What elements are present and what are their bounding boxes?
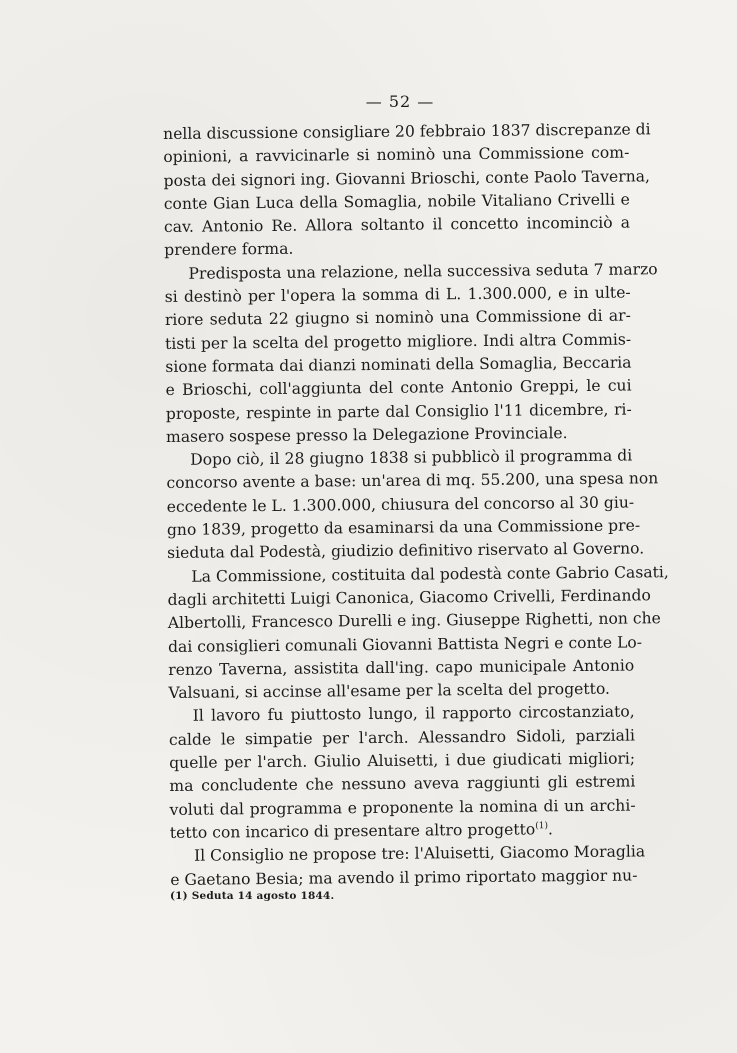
- text-line: dai consiglieri comunali Giovanni Battista Negri e conte Lo-: [167, 632, 643, 656]
- text-line: Il lavoro fu piuttosto lungo, il rapporto circostanziato,: [192, 702, 635, 726]
- text-line: renzo Taverna, assistita dall'ing. capo municipale Antonio: [168, 656, 635, 679]
- text-line: voluti dal programma e proponente la nomina di un archi-: [169, 796, 636, 819]
- text-line: gno 1839, progetto da esaminarsi da una Commissione pre-: [166, 516, 641, 540]
- text-line: e Gaetano Besia; ma avendo il primo riportato maggior nu-: [170, 865, 638, 889]
- text-line: riore seduta 22 giugno si nominò una Commissione di ar-: [164, 306, 631, 330]
- footnote: (1) Seduta 14 agosto 1844.: [170, 890, 335, 902]
- text-line: posta dei signori ing. Giovanni Brioschi, conte Paolo Taverna,: [163, 166, 651, 190]
- body-text: [163, 119, 669, 892]
- paragraph: [167, 561, 669, 705]
- paragraph: [169, 701, 636, 845]
- text-line: masero sospese presso la Delegazione Provinciale.: [165, 423, 568, 446]
- footnote-reference: (1): [535, 821, 549, 832]
- text-line: ma concludente che nessuno aveva raggiunti gli estremi: [169, 772, 636, 796]
- text-line: conte Gian Luca della Somaglia, nobile Vitaliano Crivelli e: [163, 190, 630, 213]
- text-fragment: tetto con incarico di presentare altro progetto: [169, 820, 536, 842]
- paragraph: [164, 258, 658, 449]
- text-line: Predisposta una relazione, nella successiva seduta 7 marzo: [188, 260, 658, 283]
- text-line: Il Consiglio ne propose tre: l'Aluisetti, Giacomo Moraglia: [193, 842, 646, 865]
- paragraph: [163, 119, 651, 263]
- text-line: nella discussione consigliare 20 febbraio 1837 discrepanze di: [163, 120, 651, 143]
- text-line: cav. Antonio Re. Allora soltanto il concetto incominciò a: [163, 213, 631, 237]
- text-line: quelle per l'arch. Giulio Aluisetti, i due giudicati migliori;: [169, 749, 636, 772]
- text-line: Valsuani, si accinse all'esame per la scelta del progetto.: [168, 679, 611, 703]
- paragraph: [166, 445, 659, 566]
- text-line: dagli architetti Luigi Canonica, Giacomo Crivelli, Ferdinando: [167, 586, 651, 609]
- text-line: prendere forma.: [164, 240, 294, 260]
- paragraph: [170, 841, 646, 892]
- text-line: tisti per la scelta del progetto migliore. Indi altra Commis-: [165, 330, 632, 353]
- text-line: opinioni, a ravvicinarle si nominò una Commissione com-: [163, 143, 630, 167]
- text-line: sione formata dai dianzi nominati della Somaglia, Beccaria: [165, 353, 632, 376]
- text-line: eccedente le L. 1.300.000, chiusura del concorso al 30 giu-: [166, 493, 635, 516]
- text-line: si destinò per l'opera la somma di L. 1.300.000, e in ulte-: [164, 283, 631, 307]
- text-line: sieduta dal Podestà, giudizio definitivo riservato al Governo.: [167, 539, 645, 563]
- text-line: La Commissione, costituita dal podestà conte Gabrio Casati,: [191, 562, 669, 586]
- text-line: calde le simpatie per l'arch. Alessandro Sidoli, parziali: [168, 726, 635, 749]
- text-line: Dopo ciò, il 28 giugno 1838 si pubblicò il programma di: [190, 446, 633, 469]
- text-line: e Brioschi, coll'aggiunta del conte Antonio Greppi, le cui: [165, 376, 632, 400]
- text-line: proposte, respinte in parte dal Consiglio l'11 dicembre, ri-: [165, 400, 632, 423]
- text-line: Albertolli, Francesco Durelli e ing. Giuseppe Righetti, non che: [167, 609, 661, 633]
- page-number: — 52 —: [365, 92, 435, 111]
- text-line: concorso avente a base: un'area di mq. 55.200, una spesa non: [166, 469, 659, 493]
- text-fragment: .: [547, 820, 554, 839]
